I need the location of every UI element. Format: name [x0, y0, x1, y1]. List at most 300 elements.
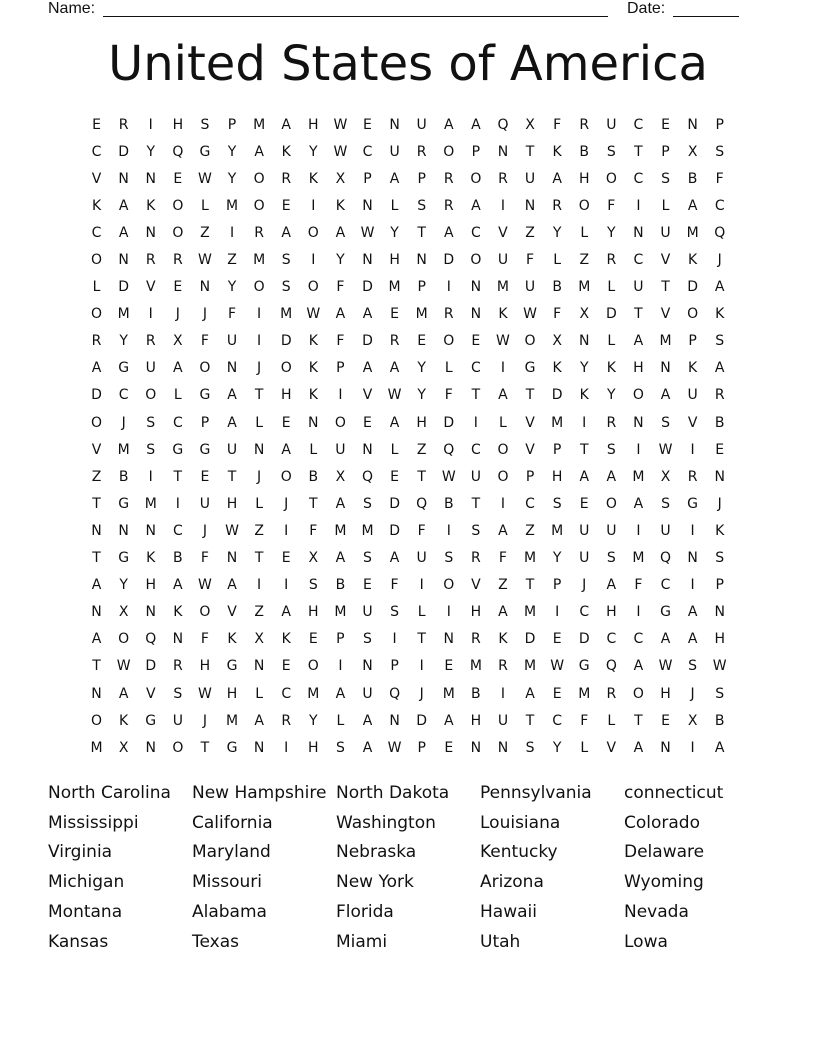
grid-letter[interactable]: C	[91, 224, 102, 241]
grid-letter[interactable]: N	[633, 224, 644, 241]
grid-letter[interactable]: U	[470, 468, 481, 485]
grid-letter[interactable]: I	[690, 577, 695, 594]
grid-letter[interactable]: I	[446, 604, 451, 621]
grid-letter[interactable]: Z	[416, 441, 427, 458]
grid-letter[interactable]: P	[390, 658, 399, 675]
grid-letter[interactable]: O	[605, 170, 617, 187]
grid-letter[interactable]: R	[145, 252, 156, 269]
grid-letter[interactable]: N	[118, 522, 129, 539]
grid-letter[interactable]: X	[335, 468, 346, 485]
grid-letter[interactable]: M	[361, 522, 374, 539]
grid-letter[interactable]: I	[284, 739, 289, 756]
grid-letter[interactable]: V	[145, 685, 156, 702]
grid-letter[interactable]: D	[687, 279, 698, 296]
grid-letter[interactable]: W	[198, 252, 212, 269]
grid-letter[interactable]: T	[579, 441, 589, 458]
grid-letter[interactable]: S	[417, 197, 427, 214]
grid-letter[interactable]: S	[363, 631, 372, 648]
grid-letter[interactable]: X	[118, 604, 129, 621]
grid-letter[interactable]: G	[226, 658, 238, 675]
grid-letter[interactable]: S	[146, 441, 156, 458]
grid-letter[interactable]: O	[470, 252, 482, 269]
grid-letter[interactable]: Z	[498, 577, 508, 594]
grid-letter[interactable]: Q	[714, 224, 726, 241]
grid-letter[interactable]: N	[253, 441, 265, 458]
grid-letter[interactable]: E	[444, 658, 454, 675]
grid-letter[interactable]: N	[660, 739, 671, 756]
grid-letter[interactable]: I	[636, 604, 641, 621]
grid-letter[interactable]: G	[199, 143, 211, 160]
grid-letter[interactable]: N	[91, 522, 102, 539]
grid-letter[interactable]: K	[335, 197, 345, 214]
grid-letter[interactable]: A	[525, 685, 535, 702]
grid-letter[interactable]: K	[579, 387, 589, 404]
grid-letter[interactable]: H	[470, 712, 482, 729]
grid-letter[interactable]: D	[389, 522, 400, 539]
grid-letter[interactable]: B	[335, 577, 346, 594]
grid-letter[interactable]: M	[524, 658, 537, 675]
grid-letter[interactable]: W	[225, 522, 239, 539]
grid-letter[interactable]: I	[582, 414, 587, 431]
grid-letter[interactable]: M	[225, 197, 239, 214]
grid-letter[interactable]: R	[498, 658, 508, 675]
grid-letter[interactable]: A	[118, 197, 129, 214]
grid-letter[interactable]: L	[201, 197, 209, 214]
grid-letter[interactable]: X	[118, 739, 129, 756]
grid-letter[interactable]: D	[551, 387, 563, 404]
grid-letter[interactable]: T	[254, 387, 264, 404]
grid-letter[interactable]: A	[687, 197, 698, 214]
grid-letter[interactable]: E	[200, 468, 210, 485]
grid-letter[interactable]: M	[117, 306, 130, 323]
grid-letter[interactable]: F	[200, 333, 209, 350]
grid-letter[interactable]: O	[307, 224, 319, 241]
grid-letter[interactable]: W	[198, 170, 212, 187]
grid-letter[interactable]: E	[363, 414, 372, 431]
grid-letter[interactable]: Z	[525, 522, 535, 539]
grid-letter[interactable]: K	[498, 631, 508, 648]
grid-letter[interactable]: L	[390, 197, 399, 214]
grid-letter[interactable]: C	[552, 712, 563, 729]
grid-letter[interactable]: P	[471, 143, 481, 160]
grid-letter[interactable]: U	[660, 224, 671, 241]
grid-letter[interactable]: U	[606, 522, 617, 539]
grid-letter[interactable]: K	[281, 631, 291, 648]
grid-letter[interactable]: Y	[309, 712, 318, 729]
grid-letter[interactable]: F	[553, 116, 562, 133]
grid-letter[interactable]: U	[497, 712, 509, 729]
grid-letter[interactable]: C	[362, 143, 373, 160]
grid-letter[interactable]: M	[334, 522, 347, 539]
grid-letter[interactable]: P	[552, 577, 562, 594]
grid-letter[interactable]: I	[257, 333, 262, 350]
grid-letter[interactable]: T	[525, 577, 535, 594]
grid-letter[interactable]: Q	[416, 495, 428, 512]
grid-letter[interactable]: I	[284, 522, 289, 539]
grid-letter[interactable]: A	[335, 685, 346, 702]
grid-letter[interactable]: A	[552, 170, 562, 187]
grid-letter[interactable]: J	[284, 495, 289, 512]
grid-letter[interactable]: N	[308, 414, 319, 431]
grid-letter[interactable]: A	[714, 279, 725, 296]
grid-letter[interactable]: C	[172, 414, 183, 431]
grid-letter[interactable]: O	[280, 360, 292, 377]
grid-letter[interactable]: N	[145, 224, 156, 241]
grid-letter[interactable]: K	[688, 360, 698, 377]
grid-letter[interactable]: K	[91, 197, 102, 214]
grid-letter[interactable]: S	[688, 658, 698, 675]
grid-letter[interactable]: A	[91, 577, 102, 594]
grid-letter[interactable]: W	[441, 468, 456, 485]
grid-letter[interactable]: K	[146, 197, 156, 214]
grid-letter[interactable]: C	[633, 116, 644, 133]
grid-letter[interactable]: N	[687, 116, 698, 133]
grid-letter[interactable]: I	[338, 658, 343, 675]
grid-letter[interactable]: E	[281, 414, 291, 431]
grid-letter[interactable]: I	[690, 739, 695, 756]
grid-letter[interactable]: K	[119, 712, 129, 729]
grid-letter[interactable]: M	[253, 116, 266, 133]
grid-letter[interactable]: F	[444, 387, 453, 404]
grid-letter[interactable]: J	[202, 522, 207, 539]
grid-letter[interactable]: J	[202, 306, 207, 323]
grid-letter[interactable]: R	[687, 468, 698, 485]
grid-letter[interactable]: F	[309, 522, 318, 539]
grid-letter[interactable]: G	[172, 441, 184, 458]
grid-letter[interactable]: K	[281, 143, 291, 160]
grid-letter[interactable]: R	[145, 333, 156, 350]
grid-letter[interactable]: U	[633, 279, 644, 296]
grid-letter[interactable]: K	[552, 360, 562, 377]
grid-letter[interactable]: Z	[579, 252, 590, 269]
grid-letter[interactable]: E	[579, 495, 589, 512]
grid-letter[interactable]: L	[499, 414, 507, 431]
grid-letter[interactable]: H	[416, 414, 427, 431]
grid-letter[interactable]: M	[225, 712, 239, 729]
grid-letter[interactable]: L	[255, 495, 264, 512]
grid-letter[interactable]: E	[173, 279, 183, 296]
grid-letter[interactable]: X	[687, 712, 698, 729]
grid-letter[interactable]: F	[715, 170, 724, 187]
grid-letter[interactable]: R	[389, 333, 400, 350]
grid-letter[interactable]: R	[552, 197, 562, 214]
grid-letter[interactable]: O	[280, 468, 292, 485]
grid-letter[interactable]: T	[92, 550, 101, 567]
grid-letter[interactable]: A	[362, 360, 373, 377]
grid-letter[interactable]: A	[714, 739, 725, 756]
grid-letter[interactable]: R	[579, 116, 590, 133]
grid-letter[interactable]: N	[714, 468, 725, 485]
grid-letter[interactable]: A	[362, 739, 373, 756]
grid-letter[interactable]: O	[578, 197, 590, 214]
grid-letter[interactable]: A	[443, 712, 454, 729]
grid-letter[interactable]: T	[309, 495, 318, 512]
grid-letter[interactable]: S	[363, 495, 372, 512]
grid-letter[interactable]: S	[308, 577, 318, 594]
grid-letter[interactable]: B	[714, 712, 725, 729]
grid-letter[interactable]: U	[362, 685, 373, 702]
grid-letter[interactable]: L	[255, 414, 264, 431]
grid-letter[interactable]: P	[363, 170, 372, 187]
grid-letter[interactable]: S	[661, 414, 670, 431]
grid-letter[interactable]: P	[525, 468, 535, 485]
grid-letter[interactable]: Y	[552, 739, 562, 756]
grid-letter[interactable]: M	[524, 550, 537, 567]
grid-letter[interactable]: V	[227, 604, 237, 621]
grid-letter[interactable]: L	[607, 712, 616, 729]
grid-letter[interactable]: A	[633, 333, 644, 350]
grid-letter[interactable]: T	[173, 468, 183, 485]
grid-letter[interactable]: F	[417, 522, 426, 539]
grid-letter[interactable]: E	[308, 631, 318, 648]
grid-letter[interactable]: C	[470, 441, 481, 458]
grid-letter[interactable]: D	[524, 631, 536, 648]
grid-letter[interactable]: D	[362, 333, 373, 350]
grid-letter[interactable]: T	[525, 712, 535, 729]
grid-letter[interactable]: A	[281, 441, 291, 458]
grid-letter[interactable]: G	[118, 550, 130, 567]
grid-letter[interactable]: I	[500, 197, 506, 214]
grid-letter[interactable]: A	[443, 224, 454, 241]
grid-letter[interactable]: F	[227, 306, 237, 323]
grid-letter[interactable]: F	[553, 306, 562, 323]
grid-letter[interactable]: C	[579, 604, 590, 621]
grid-letter[interactable]: M	[496, 279, 509, 296]
grid-letter[interactable]: S	[715, 143, 725, 160]
grid-letter[interactable]: S	[281, 252, 291, 269]
grid-letter[interactable]: J	[121, 414, 126, 431]
grid-letter[interactable]: F	[526, 252, 535, 269]
grid-letter[interactable]: X	[254, 631, 264, 648]
grid-letter[interactable]: C	[606, 631, 617, 648]
grid-letter[interactable]: T	[634, 712, 643, 729]
grid-letter[interactable]: G	[226, 739, 238, 756]
grid-letter[interactable]: A	[227, 387, 237, 404]
grid-letter[interactable]: Y	[552, 224, 562, 241]
grid-letter[interactable]: A	[335, 306, 346, 323]
grid-letter[interactable]: V	[660, 252, 671, 269]
grid-letter[interactable]: N	[226, 550, 238, 567]
grid-letter[interactable]: P	[417, 739, 426, 756]
grid-letter[interactable]: O	[91, 712, 103, 729]
grid-letter[interactable]: N	[633, 414, 644, 431]
grid-letter[interactable]: S	[715, 685, 725, 702]
grid-letter[interactable]: P	[336, 360, 345, 377]
grid-letter[interactable]: X	[687, 143, 698, 160]
grid-letter[interactable]: C	[470, 224, 481, 241]
grid-letter[interactable]: N	[497, 739, 509, 756]
grid-letter[interactable]: Q	[497, 116, 509, 133]
grid-letter[interactable]: W	[658, 658, 673, 675]
grid-letter[interactable]: U	[497, 252, 509, 269]
grid-letter[interactable]: R	[443, 306, 454, 323]
grid-letter[interactable]: E	[552, 631, 562, 648]
grid-letter[interactable]: M	[524, 604, 537, 621]
grid-letter[interactable]: W	[496, 333, 510, 350]
grid-letter[interactable]: R	[498, 170, 508, 187]
grid-letter[interactable]: D	[118, 279, 130, 296]
grid-letter[interactable]: J	[419, 685, 424, 702]
grid-letter[interactable]: G	[660, 604, 671, 621]
grid-letter[interactable]: W	[658, 441, 673, 458]
grid-letter[interactable]: O	[145, 387, 157, 404]
grid-letter[interactable]: A	[606, 468, 617, 485]
grid-letter[interactable]: L	[390, 441, 399, 458]
grid-letter[interactable]: U	[335, 441, 346, 458]
grid-letter[interactable]: N	[145, 170, 156, 187]
grid-letter[interactable]: L	[255, 685, 264, 702]
grid-letter[interactable]: M	[415, 306, 428, 323]
grid-letter[interactable]: E	[552, 685, 562, 702]
grid-letter[interactable]: A	[389, 360, 400, 377]
grid-letter[interactable]: V	[471, 577, 481, 594]
grid-letter[interactable]: D	[389, 495, 400, 512]
grid-letter[interactable]: O	[172, 739, 184, 756]
grid-letter[interactable]: O	[443, 333, 455, 350]
grid-letter[interactable]: N	[443, 631, 454, 648]
grid-letter[interactable]: A	[118, 685, 129, 702]
grid-letter[interactable]: I	[392, 631, 397, 648]
grid-letter[interactable]: Y	[390, 224, 399, 241]
grid-letter[interactable]: I	[636, 441, 641, 458]
grid-letter[interactable]: J	[717, 252, 722, 269]
grid-letter[interactable]: A	[335, 550, 346, 567]
grid-letter[interactable]: A	[498, 387, 508, 404]
grid-letter[interactable]: W	[333, 116, 348, 133]
grid-letter[interactable]: S	[146, 414, 156, 431]
grid-letter[interactable]: G	[687, 495, 699, 512]
grid-letter[interactable]: U	[226, 333, 238, 350]
grid-letter[interactable]: O	[199, 604, 211, 621]
grid-letter[interactable]: A	[173, 577, 183, 594]
grid-letter[interactable]: Y	[119, 333, 128, 350]
grid-letter[interactable]: U	[226, 441, 238, 458]
grid-letter[interactable]: F	[200, 631, 209, 648]
grid-letter[interactable]: L	[553, 252, 562, 269]
grid-letter[interactable]: K	[308, 333, 318, 350]
grid-letter[interactable]: K	[498, 306, 508, 323]
grid-letter[interactable]: I	[311, 252, 316, 269]
grid-letter[interactable]: I	[148, 116, 153, 133]
grid-letter[interactable]: I	[284, 577, 289, 594]
grid-letter[interactable]: C	[633, 170, 644, 187]
grid-letter[interactable]: W	[306, 306, 321, 323]
grid-letter[interactable]: N	[687, 550, 698, 567]
grid-letter[interactable]: N	[145, 604, 156, 621]
grid-letter[interactable]: O	[334, 414, 346, 431]
grid-letter[interactable]: I	[446, 279, 451, 296]
grid-letter[interactable]: N	[362, 252, 373, 269]
grid-letter[interactable]: A	[687, 631, 698, 648]
grid-letter[interactable]: L	[336, 712, 345, 729]
grid-letter[interactable]: W	[550, 658, 565, 675]
grid-letter[interactable]: Y	[119, 577, 128, 594]
grid-letter[interactable]: N	[362, 441, 373, 458]
grid-letter[interactable]: F	[336, 279, 345, 296]
grid-letter[interactable]: U	[362, 604, 373, 621]
grid-letter[interactable]: I	[338, 387, 343, 404]
grid-letter[interactable]: E	[363, 577, 372, 594]
grid-letter[interactable]: B	[552, 279, 562, 296]
grid-letter[interactable]: V	[145, 279, 156, 296]
grid-letter[interactable]: T	[634, 306, 643, 323]
grid-letter[interactable]: S	[606, 143, 616, 160]
grid-letter[interactable]: W	[523, 306, 537, 323]
grid-letter[interactable]: N	[145, 522, 156, 539]
grid-letter[interactable]: R	[254, 224, 264, 241]
grid-letter[interactable]: X	[335, 170, 346, 187]
grid-letter[interactable]: P	[661, 143, 670, 160]
grid-letter[interactable]: X	[660, 468, 671, 485]
grid-letter[interactable]: I	[257, 577, 262, 594]
grid-letter[interactable]: C	[118, 387, 129, 404]
grid-letter[interactable]: N	[524, 197, 536, 214]
grid-letter[interactable]: E	[715, 441, 725, 458]
grid-letter[interactable]: F	[634, 577, 643, 594]
grid-letter[interactable]: O	[605, 495, 617, 512]
grid-letter[interactable]: E	[281, 658, 291, 675]
grid-letter[interactable]: A	[687, 604, 698, 621]
grid-letter[interactable]: H	[226, 685, 238, 702]
grid-letter[interactable]: I	[473, 414, 478, 431]
grid-letter[interactable]: Y	[146, 143, 156, 160]
grid-letter[interactable]: U	[172, 712, 183, 729]
grid-letter[interactable]: M	[280, 306, 293, 323]
grid-letter[interactable]: M	[578, 685, 591, 702]
grid-letter[interactable]: N	[362, 658, 373, 675]
grid-letter[interactable]: R	[118, 116, 129, 133]
grid-letter[interactable]: H	[308, 604, 319, 621]
grid-letter[interactable]: Y	[336, 252, 345, 269]
grid-letter[interactable]: N	[660, 360, 671, 377]
grid-letter[interactable]: H	[226, 495, 238, 512]
grid-letter[interactable]: S	[715, 550, 725, 567]
grid-letter[interactable]: C	[91, 143, 102, 160]
grid-letter[interactable]: N	[199, 279, 211, 296]
grid-letter[interactable]: T	[471, 495, 481, 512]
grid-letter[interactable]: P	[715, 116, 724, 133]
grid-letter[interactable]: Y	[607, 224, 616, 241]
grid-letter[interactable]: M	[117, 441, 130, 458]
grid-letter[interactable]: N	[470, 739, 482, 756]
grid-letter[interactable]: U	[524, 279, 536, 296]
grid-letter[interactable]: Y	[227, 170, 237, 187]
grid-letter[interactable]: D	[118, 143, 130, 160]
grid-letter[interactable]: F	[200, 550, 209, 567]
grid-letter[interactable]: E	[363, 116, 372, 133]
grid-letter[interactable]: N	[91, 604, 102, 621]
grid-letter[interactable]: G	[118, 360, 130, 377]
grid-letter[interactable]: P	[417, 170, 426, 187]
grid-letter[interactable]: D	[443, 414, 455, 431]
grid-letter[interactable]: V	[91, 441, 102, 458]
grid-letter[interactable]: R	[172, 658, 183, 675]
grid-letter[interactable]: M	[686, 224, 699, 241]
grid-letter[interactable]: P	[227, 116, 237, 133]
grid-letter[interactable]: R	[443, 170, 454, 187]
grid-letter[interactable]: A	[389, 170, 400, 187]
grid-letter[interactable]: U	[524, 170, 536, 187]
grid-letter[interactable]: W	[198, 685, 212, 702]
grid-letter[interactable]: M	[551, 414, 564, 431]
grid-letter[interactable]: O	[91, 252, 103, 269]
grid-letter[interactable]: I	[690, 522, 695, 539]
grid-letter[interactable]: I	[257, 306, 262, 323]
grid-letter[interactable]: A	[227, 414, 237, 431]
grid-letter[interactable]: D	[362, 279, 373, 296]
grid-letter[interactable]: F	[336, 333, 345, 350]
grid-letter[interactable]: A	[118, 224, 129, 241]
